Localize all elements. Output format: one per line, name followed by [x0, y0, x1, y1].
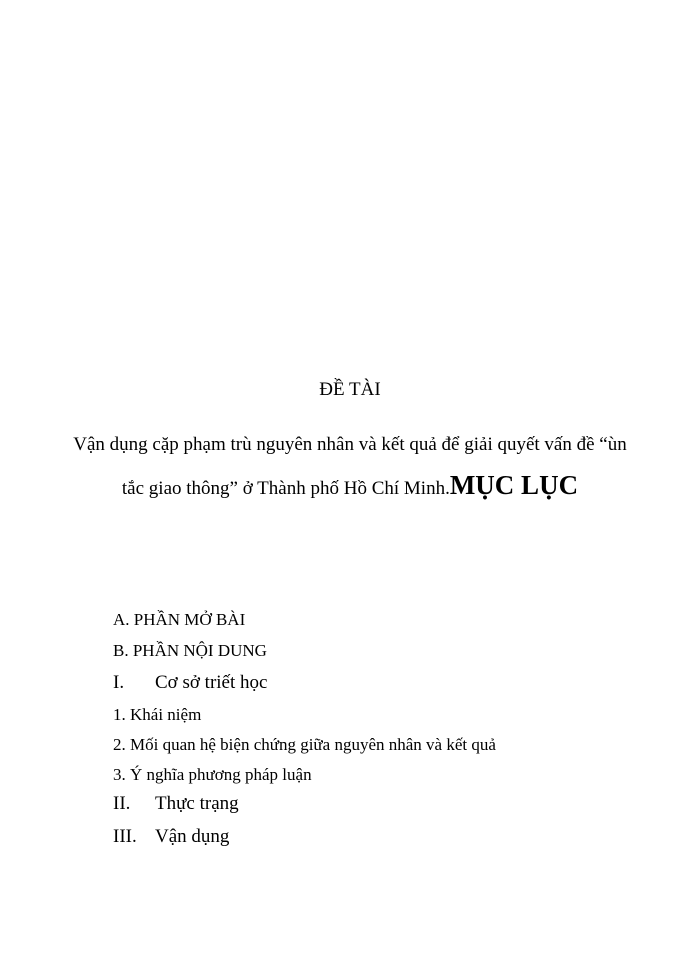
- toc-item-3: 3. Ý nghĩa phương pháp luận: [113, 765, 312, 784]
- topic-heading: ĐỀ TÀI: [319, 379, 381, 400]
- toc-item-2: 2. Mối quan hệ biện chứng giữa nguyên nhân và kết quả: [113, 735, 496, 754]
- toc-section-2: [113, 793, 239, 815]
- toc-section-2-label: Thực trạng: [155, 793, 239, 814]
- toc-part-b: B. PHẦN NỘI DUNG: [113, 641, 267, 660]
- toc-section-1-number: I.: [113, 672, 125, 693]
- toc-title: MỤC LỤC: [449, 470, 579, 500]
- toc-section-3-number: III.: [113, 826, 137, 847]
- toc-section-1: [113, 672, 267, 694]
- topic-text: Vận dụng cặp phạm trù nguyên nhân và kết quả để giải quyết vấn đề “ùn tắc giao thông” ở Thành phố Hồ Chí Minh.: [73, 434, 627, 499]
- toc-section-2-number: II.: [113, 793, 131, 814]
- toc-item-1: 1. Khái niệm: [113, 705, 202, 724]
- toc-section-3: [113, 826, 229, 848]
- toc-section-3-label: Vận dụng: [155, 826, 230, 847]
- toc-section-1-label: Cơ sở triết học: [155, 672, 268, 693]
- topic-paragraph: [70, 425, 630, 509]
- toc-part-a: A. PHẦN MỞ BÀI: [113, 610, 246, 629]
